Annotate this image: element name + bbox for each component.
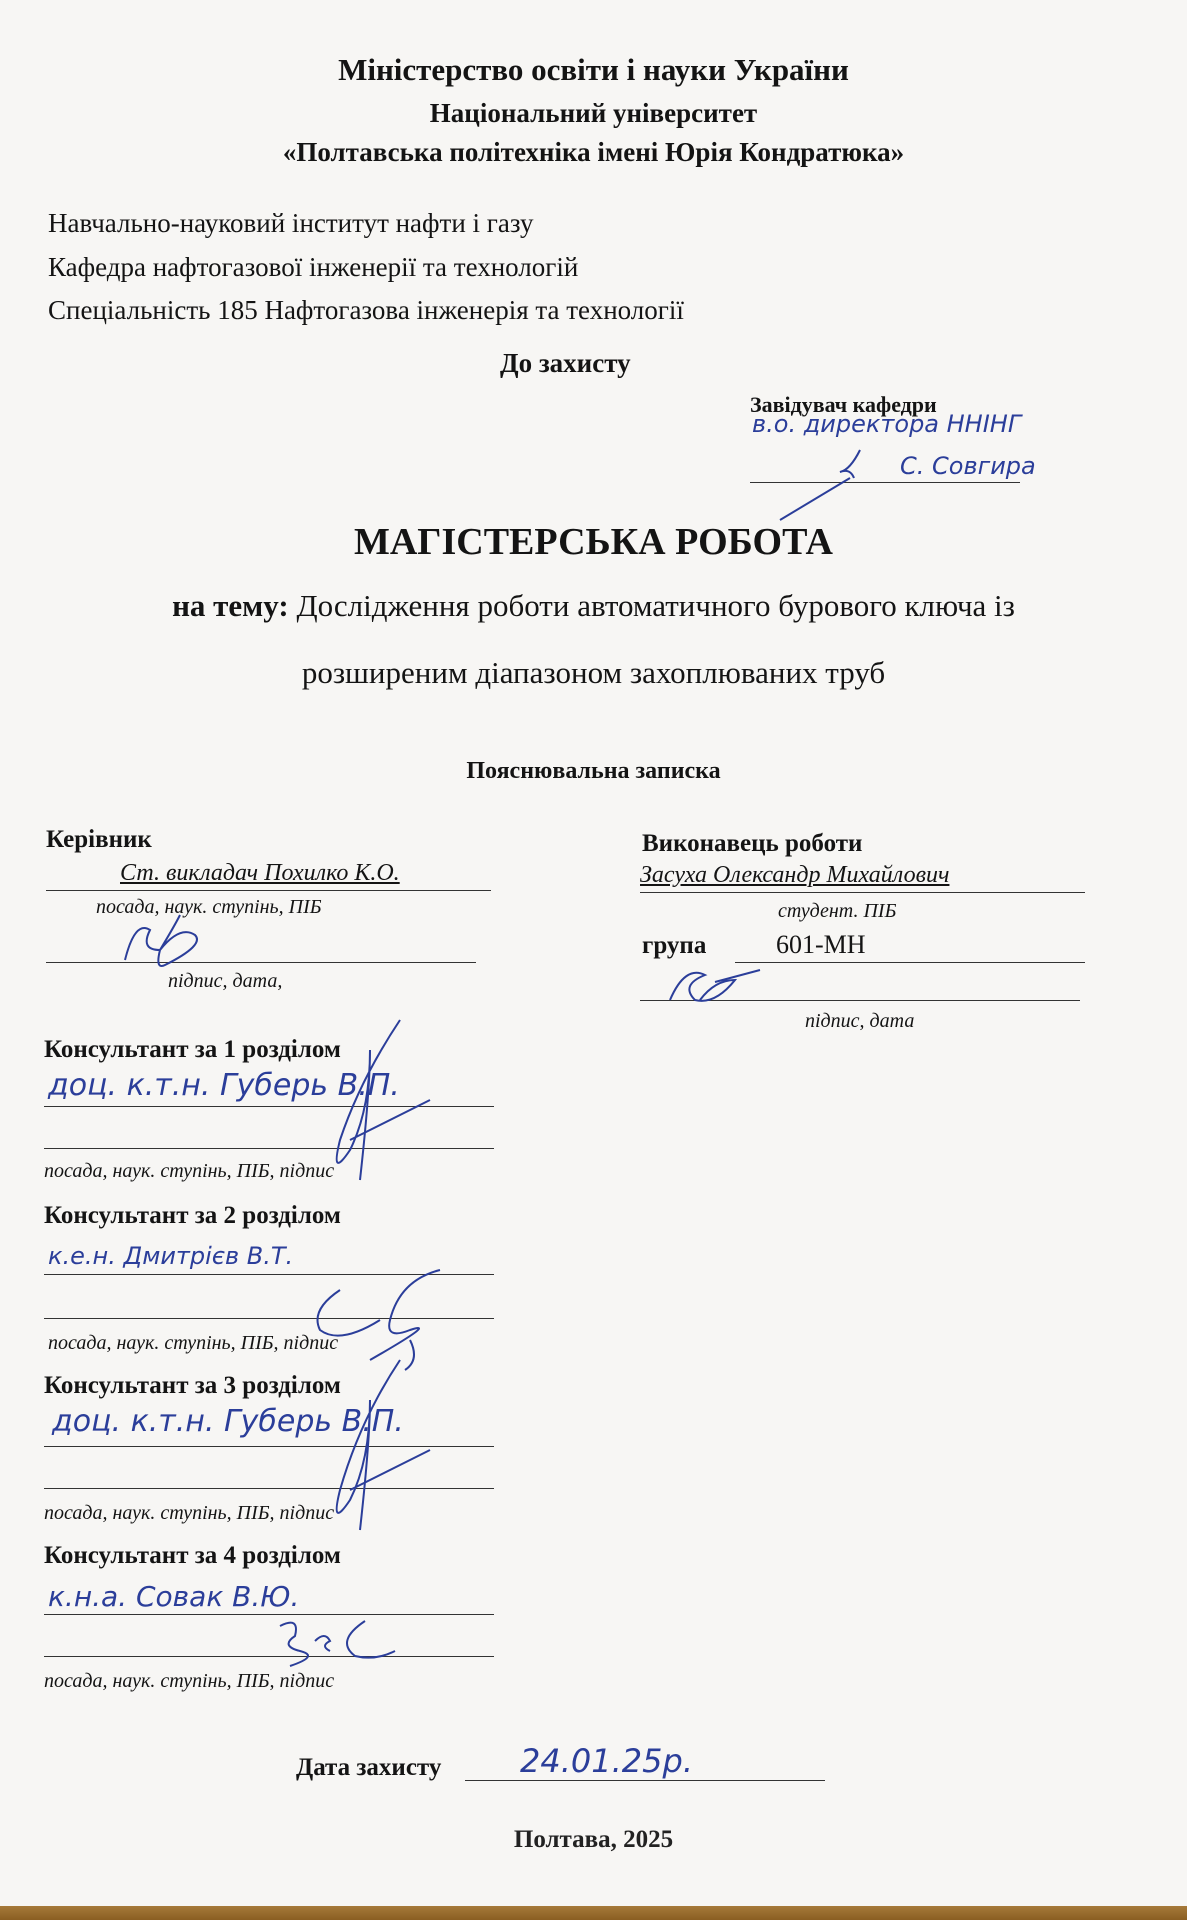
topic-line-2: розширеним діапазоном захоплюваних труб <box>301 655 886 690</box>
consultant-1-caption: посада, наук. ступінь, ПІБ, підпис <box>44 1160 335 1182</box>
author-line <box>640 892 1085 893</box>
document-subtitle: Пояснювальна записка <box>466 758 721 784</box>
university-name: «Полтавська політехніка імені Юрія Кондратюка» <box>282 137 905 167</box>
document-title: МАГІСТЕРСЬКА РОБОТА <box>353 521 833 563</box>
page-edge <box>0 1906 1187 1920</box>
specialty-line: Спеціальність 185 Нафтогазова інженерія та технології <box>48 295 684 325</box>
department-line: Кафедра нафтогазової інженерії та технологій <box>48 252 579 282</box>
consultant-4-signature-icon <box>275 1616 415 1671</box>
consultant-3-caption: посада, наук. ступінь, ПІБ, підпис <box>44 1502 335 1524</box>
author-caption: студент. ПІБ <box>778 900 897 922</box>
group-line <box>735 962 1085 963</box>
university-heading: Національний університет <box>429 98 758 128</box>
consultant-2-signature-icon <box>290 1260 450 1375</box>
author-value: Засуха Олександр Михайлович <box>640 862 950 888</box>
group-value: 601-МН <box>776 930 866 959</box>
group-label: група <box>642 932 707 959</box>
consultant-1-label: Консультант за 1 розділом <box>44 1036 341 1063</box>
consultant-2-label: Консультант за 2 розділом <box>44 1202 341 1229</box>
supervisor-line <box>46 890 491 891</box>
author-label: Виконавець роботи <box>642 830 863 857</box>
consultant-4-caption: посада, наук. ступінь, ПІБ, підпис <box>44 1670 335 1692</box>
consultant-3-label: Консультант за 3 розділом <box>44 1372 341 1399</box>
supervisor-signature-line <box>46 962 476 963</box>
author-caption-2: підпис, дата <box>805 1010 915 1032</box>
consultant-4-handwritten: к.н.а. Совак В.Ю. <box>48 1580 300 1613</box>
topic-prefix: на тему: <box>172 588 289 623</box>
consultant-4-label: Консультант за 4 розділом <box>44 1542 341 1569</box>
consultant-2-handwritten: к.е.н. Дмитрієв В.Т. <box>48 1242 294 1270</box>
topic-line-1 <box>0 588 1187 624</box>
defense-date-handwritten: 24.01.25р. <box>520 1742 693 1780</box>
consultant-1-handwritten: доц. к.т.н. Губерь В.П. <box>48 1068 400 1103</box>
approval-label: До захисту <box>500 348 631 378</box>
consultant-3-handwritten: доц. к.т.н. Губерь В.П. <box>52 1404 404 1439</box>
consultant-4-line-1 <box>44 1614 494 1615</box>
consultant-4-line-2 <box>44 1656 494 1657</box>
defense-date-line <box>465 1780 825 1781</box>
supervisor-caption-2: підпис, дата, <box>168 970 283 992</box>
institute-line: Навчально-науковий інститут нафти і газу <box>48 208 534 238</box>
head-signature-icon <box>780 440 900 525</box>
handwritten-head-name: С. Совгира <box>900 452 1036 480</box>
supervisor-signature-icon <box>120 910 220 975</box>
supervisor-label: Керівник <box>46 826 152 853</box>
defense-date-label: Дата захисту <box>296 1754 442 1781</box>
consultant-2-caption: посада, наук. ступінь, ПІБ, підпис <box>48 1332 339 1354</box>
topic-text-1: Дослідження роботи автоматичного бурового ключа із <box>296 588 1015 623</box>
handwritten-head-position: в.о. директора ННІНГ <box>752 410 1022 438</box>
supervisor-value: Ст. викладач Похилко К.О. <box>120 860 400 886</box>
supervisor-caption: посада, наук. ступінь, ПІБ <box>96 896 322 918</box>
ministry-heading: Міністерство освіти і науки України <box>338 52 849 87</box>
head-of-department-label: Завідувач кафедри <box>750 392 937 417</box>
author-signature-icon <box>660 960 770 1015</box>
city-year: Полтава, 2025 <box>513 1826 674 1853</box>
